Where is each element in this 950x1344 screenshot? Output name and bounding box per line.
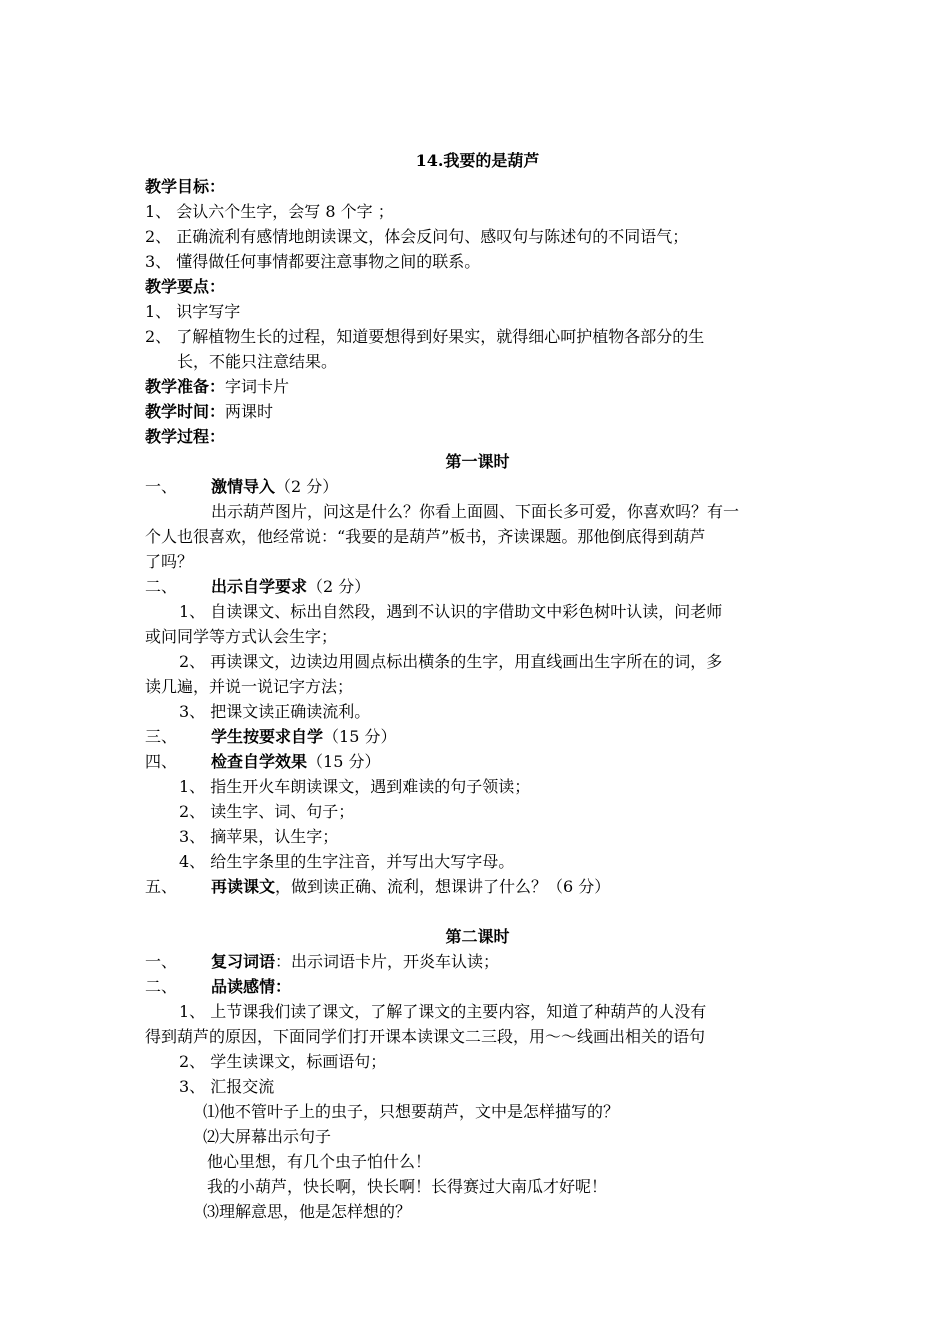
section-title: 出示自学要求 <box>211 577 308 596</box>
list-item: 2、 学生读课文，标画语句； <box>179 1052 387 1071</box>
list-item-continued: 或问同学等方式认会生字； <box>145 627 338 646</box>
section-suffix: （15 分） <box>307 752 381 771</box>
paragraph-line: 出示葫芦图片，问这是什么？你看上面圆、下面长多可爱，你喜欢吗？有一 <box>211 502 740 521</box>
section-title: 学生按要求自学 <box>211 727 324 746</box>
time-row <box>145 399 273 424</box>
section-suffix: （2 分） <box>307 577 371 596</box>
quoted-sentence: 我的小葫芦，快长啊，快长啊！长得赛过大南瓜才好呢！ <box>207 1177 608 1196</box>
key-point-item: 2、 了解植物生长的过程，知道要想得到好果实，就得细心呵护植物各部分的生 <box>145 327 705 346</box>
section-number: 四、 <box>145 752 178 771</box>
section-title: 检查自学效果 <box>211 752 308 771</box>
section-number: 一、 <box>145 477 178 496</box>
list-item: 4、 给生字条里的生字注音，并写出大写字母。 <box>179 852 515 871</box>
lesson2-section-1 <box>145 949 499 974</box>
goal-item: 1、 会认六个生字，会写 8 个字 ； <box>145 202 394 221</box>
process-heading: 教学过程： <box>145 427 226 446</box>
lesson1-section-5 <box>145 874 610 899</box>
list-item: 2、 读生字、词、句子； <box>179 802 355 821</box>
goals-heading: 教学目标： <box>145 177 226 196</box>
list-item: 1、 上节课我们读了课文，了解了课文的主要内容，知道了种葫芦的人没有 <box>179 1002 707 1021</box>
lesson1-section-2 <box>145 574 370 599</box>
lesson2-section-2 <box>145 974 291 999</box>
section-number: 二、 <box>145 577 178 596</box>
sub-item: ⑴他不管叶子上的虫子，只想要葫芦，文中是怎样描写的？ <box>203 1102 620 1121</box>
section-suffix: ：出示词语卡片，开炎车认读； <box>275 952 500 971</box>
paragraph-line: 个人也很喜欢，他经常说：“我要的是葫芦”板书，齐读课题。那他倒底得到葫芦 <box>145 527 706 546</box>
section-number: 一、 <box>145 952 178 971</box>
lesson1-section-1 <box>145 474 338 499</box>
list-item: 1、 自读课文、标出自然段，遇到不认识的字借助文中彩色树叶认读，问老师 <box>179 602 723 621</box>
sub-item: ⑵大屏幕出示句子 <box>203 1127 332 1146</box>
list-item: 3、 把课文读正确读流利。 <box>179 702 371 721</box>
lesson2-title: 第二课时 <box>445 927 510 946</box>
section-suffix: ，做到读正确、流利，想课讲了什么？（6 分） <box>275 877 611 896</box>
list-item: 1、 指生开火车朗读课文，遇到难读的句子领读； <box>179 777 531 796</box>
prep-label: 教学准备： <box>145 377 226 396</box>
quoted-sentence: 他心里想，有几个虫子怕什么！ <box>207 1152 432 1171</box>
key-points-heading: 教学要点： <box>145 277 226 296</box>
section-title: 激情导入 <box>211 477 276 496</box>
section-number: 二、 <box>145 977 178 996</box>
section-number: 三、 <box>145 727 178 746</box>
goal-item: 2、 正确流利有感情地朗读课文，体会反问句、感叹句与陈述句的不同语气； <box>145 227 689 246</box>
section-number: 五、 <box>145 877 178 896</box>
section-suffix: （2 分） <box>275 477 339 496</box>
prep-row <box>145 374 289 399</box>
time-label: 教学时间： <box>145 402 226 421</box>
key-point-item-continued: 长，不能只注意结果。 <box>177 352 338 371</box>
prep-value: 字词卡片 <box>225 377 290 396</box>
key-point-item: 1、 识字写字 <box>145 302 241 321</box>
document-title: 14.我要的是葫芦 <box>415 151 540 170</box>
sub-item: ⑶理解意思，他是怎样想的？ <box>203 1202 412 1221</box>
section-title: 复习词语 <box>211 952 276 971</box>
list-item: 3、 摘苹果，认生字； <box>179 827 339 846</box>
paragraph-line: 了吗？ <box>145 552 194 571</box>
lesson1-section-4 <box>145 749 380 774</box>
lesson1-section-3 <box>145 724 396 749</box>
list-item: 3、 汇报交流 <box>179 1077 275 1096</box>
list-item-continued: 得到葫芦的原因，下面同学们打开课本读课文二三段，用～～线画出相关的语句 <box>145 1027 706 1046</box>
lesson1-title: 第一课时 <box>445 452 510 471</box>
section-title: 再读课文 <box>211 877 276 896</box>
list-item-continued: 读几遍，并说一说记字方法； <box>145 677 354 696</box>
section-suffix: ： <box>275 977 292 996</box>
goal-item: 3、 懂得做任何事情都要注意事物之间的联系。 <box>145 252 481 271</box>
section-title: 品读感情 <box>211 977 276 996</box>
time-value: 两课时 <box>225 402 274 421</box>
section-suffix: （15 分） <box>323 727 397 746</box>
list-item: 2、 再读课文，边读边用圆点标出横条的生字，用直线画出生字所在的词，多 <box>179 652 723 671</box>
